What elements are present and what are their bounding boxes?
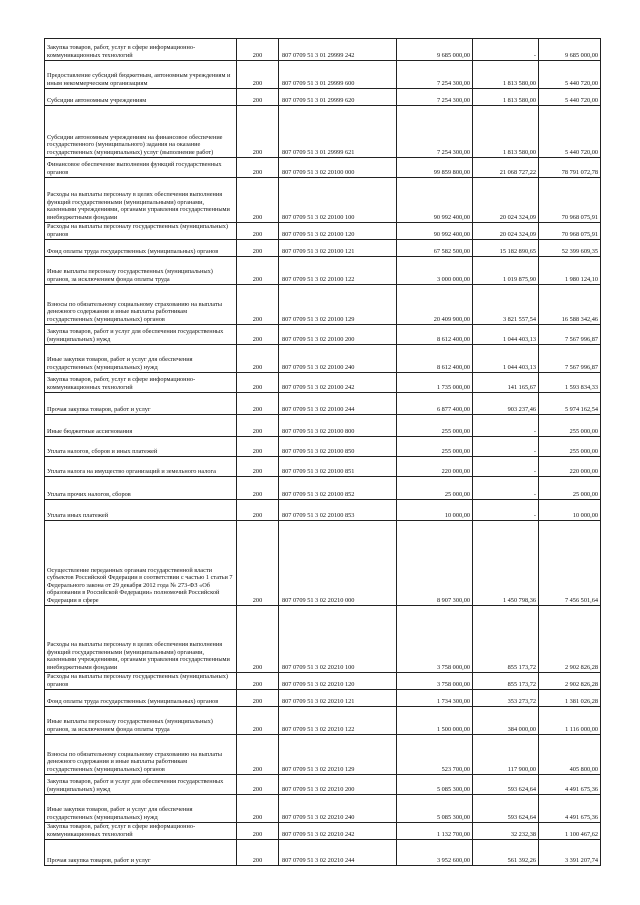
row-executed-amount: 353 273,72 [473,690,539,707]
row-approved-amount: 90 992 400,00 [397,223,473,240]
row-executed-amount: 855 173,72 [473,673,539,690]
row-approved-amount: 7 254 300,00 [397,61,473,89]
row-name: Прочая закупка товаров, работ и услуг [45,840,237,866]
row-unexecuted-amount: 5 974 162,54 [539,393,601,415]
row-approved-amount: 9 685 000,00 [397,39,473,61]
row-classification: 807 0709 51 3 02 20100 200 [279,325,397,345]
row-name: Осуществление переданных органам государственной власти субъектов Российской Федерации в соответствии с частью 1 статьи 7 Федерального закона от 29 декабря 2012 года № 273-ФЗ «Об образовании в Российской Федерации» полномочий Российской Федерации в сфере [45,521,237,606]
row-code: 200 [237,158,279,178]
row-executed-amount: - [473,39,539,61]
row-executed-amount: 1 044 403,13 [473,325,539,345]
row-executed-amount: 384 000,00 [473,707,539,735]
row-code: 200 [237,393,279,415]
row-name: Расходы на выплаты персоналу в целях обеспечения выполнения функций государственными (муниципальными) органами, казенными учреждениями, органами управления государственными внебюджетными фондами [45,606,237,673]
row-unexecuted-amount: 7 456 501,64 [539,521,601,606]
row-approved-amount: 3 000 000,00 [397,257,473,285]
row-name: Субсидии автономным учреждениям [45,89,237,106]
row-approved-amount: 5 085 300,00 [397,775,473,795]
row-code: 200 [237,89,279,106]
row-executed-amount: 855 173,72 [473,606,539,673]
row-unexecuted-amount: 78 791 072,78 [539,158,601,178]
row-unexecuted-amount: 52 399 609,35 [539,240,601,257]
row-executed-amount: 1 450 798,36 [473,521,539,606]
row-unexecuted-amount: 1 100 467,62 [539,823,601,840]
row-code: 200 [237,795,279,823]
row-unexecuted-amount: 3 391 207,74 [539,840,601,866]
row-code: 200 [237,606,279,673]
row-executed-amount: 32 232,38 [473,823,539,840]
table-row [45,89,601,106]
row-name: Закупка товаров, работ, услуг в сфере информационно-коммуникационных технологий [45,39,237,61]
row-approved-amount: 5 085 300,00 [397,795,473,823]
table-row [45,500,601,521]
row-executed-amount: - [473,457,539,477]
row-executed-amount: - [473,477,539,500]
row-name: Расходы на выплаты персоналу в целях обеспечения выполнения функций государственными (муниципальными) органами, казенными учреждениями, органами управления государственными внебюджетными фондами [45,178,237,223]
row-unexecuted-amount: 1 980 124,10 [539,257,601,285]
row-executed-amount: 1 813 580,00 [473,61,539,89]
row-classification: 807 0709 51 3 02 20100 121 [279,240,397,257]
row-classification: 807 0709 51 3 02 20210 242 [279,823,397,840]
row-executed-amount: 15 182 890,65 [473,240,539,257]
row-name: Иные выплаты персоналу государственных (муниципальных) органов, за исключением фонда оплаты труда [45,257,237,285]
row-executed-amount: 1 813 580,00 [473,106,539,158]
row-name: Субсидии автономным учреждениям на финансовое обеспечение государственного (муниципального) задания на оказание государственных (муниципальных) услуг (выполнение работ) [45,106,237,158]
row-unexecuted-amount: 16 588 342,46 [539,285,601,325]
table-row [45,735,601,775]
row-code: 200 [237,257,279,285]
row-executed-amount: 20 024 324,09 [473,178,539,223]
row-classification: 807 0709 51 3 01 29999 620 [279,89,397,106]
table-row [45,415,601,437]
row-unexecuted-amount: 7 567 996,87 [539,345,601,373]
row-executed-amount: - [473,500,539,521]
row-approved-amount: 20 409 900,00 [397,285,473,325]
row-approved-amount: 1 500 000,00 [397,707,473,735]
row-name: Закупка товаров, работ, услуг в сфере информационно-коммуникационных технологий [45,373,237,393]
table-row [45,673,601,690]
row-name: Прочая закупка товаров, работ и услуг [45,393,237,415]
row-code: 200 [237,690,279,707]
row-approved-amount: 6 877 400,00 [397,393,473,415]
row-classification: 807 0709 51 3 02 20100 122 [279,257,397,285]
table-row [45,345,601,373]
table-row [45,521,601,606]
row-executed-amount: 141 165,67 [473,373,539,393]
row-code: 200 [237,840,279,866]
row-code: 200 [237,457,279,477]
table-row [45,707,601,735]
row-executed-amount: 1 813 580,00 [473,89,539,106]
row-code: 200 [237,415,279,437]
row-classification: 807 0709 51 3 02 20210 240 [279,795,397,823]
row-approved-amount: 7 254 300,00 [397,89,473,106]
row-code: 200 [237,823,279,840]
row-unexecuted-amount: 405 800,00 [539,735,601,775]
row-approved-amount: 523 700,00 [397,735,473,775]
row-name: Иные закупки товаров, работ и услуг для обеспечения государственных (муниципальных) нужд [45,345,237,373]
row-executed-amount: 117 900,00 [473,735,539,775]
row-name: Иные закупки товаров, работ и услуг для обеспечения государственных (муниципальных) нужд [45,795,237,823]
row-code: 200 [237,61,279,89]
row-code: 200 [237,223,279,240]
row-classification: 807 0709 51 3 01 29999 621 [279,106,397,158]
row-classification: 807 0709 51 3 02 20100 800 [279,415,397,437]
row-unexecuted-amount: 2 902 826,28 [539,673,601,690]
row-name: Закупка товаров, работ и услуг для обеспечения государственных (муниципальных) нужд [45,775,237,795]
row-unexecuted-amount: 255 000,00 [539,437,601,457]
row-executed-amount: 593 624,64 [473,775,539,795]
row-unexecuted-amount: 5 440 720,00 [539,106,601,158]
row-unexecuted-amount: 70 968 075,91 [539,178,601,223]
row-unexecuted-amount: 25 000,00 [539,477,601,500]
row-unexecuted-amount: 255 000,00 [539,415,601,437]
row-unexecuted-amount: 1 116 000,00 [539,707,601,735]
row-code: 200 [237,373,279,393]
row-approved-amount: 99 859 800,00 [397,158,473,178]
row-name: Фонд оплаты труда государственных (муниципальных) органов [45,240,237,257]
table-row [45,106,601,158]
table-row [45,285,601,325]
row-code: 200 [237,325,279,345]
row-classification: 807 0709 51 3 02 20100 120 [279,223,397,240]
row-unexecuted-amount: 220 000,00 [539,457,601,477]
row-name: Предоставление субсидий бюджетным, автономным учреждениям и иным некоммерческим организациям [45,61,237,89]
row-classification: 807 0709 51 3 02 20210 122 [279,707,397,735]
row-classification: 807 0709 51 3 02 20210 120 [279,673,397,690]
row-name: Закупка товаров, работ, услуг в сфере информационно-коммуникационных технологий [45,823,237,840]
row-executed-amount: - [473,415,539,437]
table-row [45,325,601,345]
row-code: 200 [237,106,279,158]
row-code: 200 [237,735,279,775]
row-name: Фонд оплаты труда государственных (муниципальных) органов [45,690,237,707]
row-classification: 807 0709 51 3 01 29999 242 [279,39,397,61]
row-executed-amount: - [473,437,539,457]
table-row [45,775,601,795]
row-approved-amount: 3 758 000,00 [397,606,473,673]
row-code: 200 [237,521,279,606]
row-classification: 807 0709 51 3 02 20210 121 [279,690,397,707]
row-classification: 807 0709 51 3 02 20100 244 [279,393,397,415]
row-code: 200 [237,285,279,325]
expenditure-table [44,38,601,866]
table-row [45,393,601,415]
row-executed-amount: 20 024 324,09 [473,223,539,240]
row-approved-amount: 3 758 000,00 [397,673,473,690]
table-row [45,477,601,500]
table-row [45,823,601,840]
table-row [45,795,601,823]
row-classification: 807 0709 51 3 02 20100 242 [279,373,397,393]
table-row [45,690,601,707]
row-executed-amount: 1 044 403,13 [473,345,539,373]
row-executed-amount: 21 068 727,22 [473,158,539,178]
table-row [45,223,601,240]
row-name: Уплата налогов, сборов и иных платежей [45,437,237,457]
row-approved-amount: 25 000,00 [397,477,473,500]
row-unexecuted-amount: 70 968 075,91 [539,223,601,240]
row-approved-amount: 220 000,00 [397,457,473,477]
row-executed-amount: 903 237,46 [473,393,539,415]
row-classification: 807 0709 51 3 02 20210 129 [279,735,397,775]
row-approved-amount: 8 612 400,00 [397,345,473,373]
table-row [45,39,601,61]
row-classification: 807 0709 51 3 02 20100 000 [279,158,397,178]
row-classification: 807 0709 51 3 02 20100 100 [279,178,397,223]
row-classification: 807 0709 51 3 02 20100 240 [279,345,397,373]
row-name: Расходы на выплаты персоналу государственных (муниципальных) органов [45,673,237,690]
row-classification: 807 0709 51 3 01 29999 600 [279,61,397,89]
row-unexecuted-amount: 1 593 834,33 [539,373,601,393]
row-code: 200 [237,437,279,457]
row-classification: 807 0709 51 3 02 20210 200 [279,775,397,795]
row-code: 200 [237,240,279,257]
table-row [45,257,601,285]
row-unexecuted-amount: 1 381 026,28 [539,690,601,707]
row-executed-amount: 1 019 875,90 [473,257,539,285]
row-classification: 807 0709 51 3 02 20100 850 [279,437,397,457]
row-unexecuted-amount: 10 000,00 [539,500,601,521]
row-name: Расходы на выплаты персоналу государственных (муниципальных) органов [45,223,237,240]
row-unexecuted-amount: 4 491 675,36 [539,795,601,823]
row-classification: 807 0709 51 3 02 20100 853 [279,500,397,521]
row-approved-amount: 7 254 300,00 [397,106,473,158]
row-name: Уплата иных платежей [45,500,237,521]
row-name: Иные бюджетные ассигнования [45,415,237,437]
row-name: Финансовое обеспечение выполнения функций государственных органов [45,158,237,178]
row-approved-amount: 8 907 300,00 [397,521,473,606]
row-approved-amount: 1 734 300,00 [397,690,473,707]
row-classification: 807 0709 51 3 02 20100 851 [279,457,397,477]
row-code: 200 [237,707,279,735]
table-row [45,373,601,393]
table-row [45,240,601,257]
row-approved-amount: 8 612 400,00 [397,325,473,345]
table-row [45,457,601,477]
row-code: 200 [237,178,279,223]
row-name: Уплата налога на имущество организаций и земельного налога [45,457,237,477]
row-name: Взносы по обязательному социальному страхованию на выплаты денежного содержания и иные выплаты работникам государственных (муниципальных) органов [45,735,237,775]
row-unexecuted-amount: 9 685 000,00 [539,39,601,61]
table-row [45,840,601,866]
row-approved-amount: 3 952 600,00 [397,840,473,866]
row-unexecuted-amount: 4 491 675,36 [539,775,601,795]
row-name: Иные выплаты персоналу государственных (муниципальных) органов, за исключением фонда оплаты труда [45,707,237,735]
table-row [45,158,601,178]
row-approved-amount: 90 992 400,00 [397,178,473,223]
row-approved-amount: 1 132 700,00 [397,823,473,840]
table-row [45,606,601,673]
row-unexecuted-amount: 7 567 996,87 [539,325,601,345]
row-name: Взносы по обязательному социальному страхованию на выплаты денежного содержания и иные выплаты работникам государственных (муниципальных) органов [45,285,237,325]
row-code: 200 [237,775,279,795]
row-name: Закупка товаров, работ и услуг для обеспечения государственных (муниципальных) нужд [45,325,237,345]
row-approved-amount: 255 000,00 [397,437,473,457]
table-row [45,61,601,89]
row-code: 200 [237,500,279,521]
row-approved-amount: 1 735 000,00 [397,373,473,393]
row-classification: 807 0709 51 3 02 20210 000 [279,521,397,606]
row-classification: 807 0709 51 3 02 20210 100 [279,606,397,673]
row-code: 200 [237,477,279,500]
budget-report-sheet [44,38,600,866]
row-approved-amount: 67 582 500,00 [397,240,473,257]
row-executed-amount: 593 624,64 [473,795,539,823]
table-row [45,437,601,457]
row-code: 200 [237,39,279,61]
row-unexecuted-amount: 5 440 720,00 [539,89,601,106]
row-classification: 807 0709 51 3 02 20210 244 [279,840,397,866]
row-executed-amount: 3 821 557,54 [473,285,539,325]
row-executed-amount: 561 392,26 [473,840,539,866]
row-approved-amount: 10 000,00 [397,500,473,521]
row-classification: 807 0709 51 3 02 20100 852 [279,477,397,500]
row-code: 200 [237,673,279,690]
row-code: 200 [237,345,279,373]
row-unexecuted-amount: 5 440 720,00 [539,61,601,89]
row-unexecuted-amount: 2 902 826,28 [539,606,601,673]
row-approved-amount: 255 000,00 [397,415,473,437]
expenditure-table-body [45,39,601,866]
row-name: Уплата прочих налогов, сборов [45,477,237,500]
row-classification: 807 0709 51 3 02 20100 129 [279,285,397,325]
table-row [45,178,601,223]
